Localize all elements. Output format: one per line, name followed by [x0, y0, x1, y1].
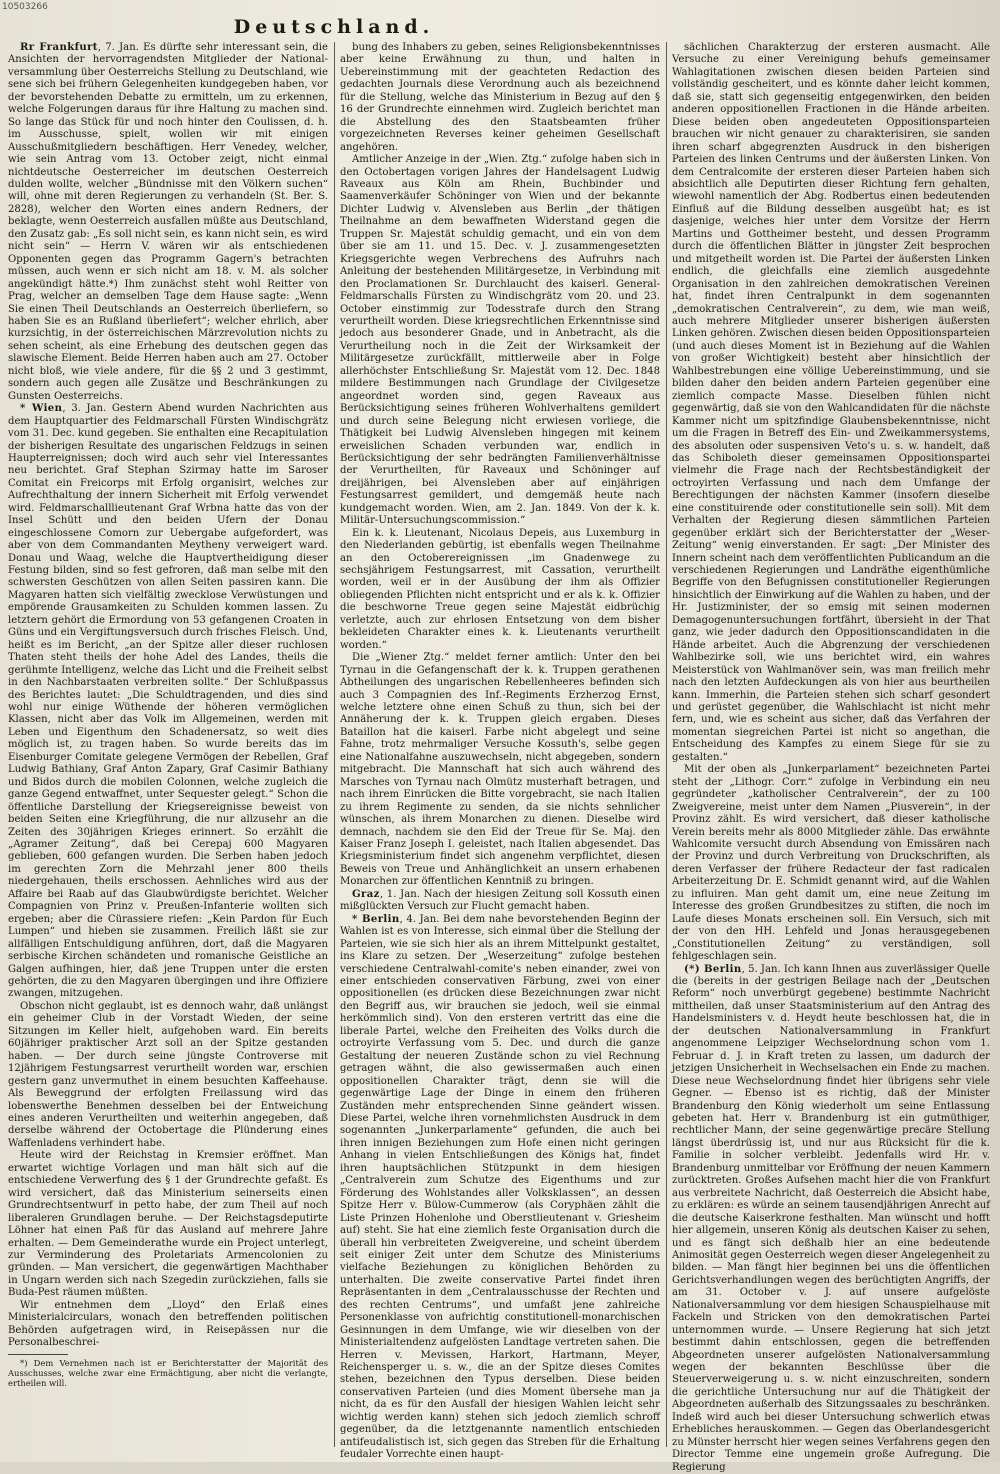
article-paragraph	[672, 764, 990, 963]
paragraph-text: , 1. Jan. Nach der hiesigen Zeitung soll Kossuth einen mißglückten Versuch zur Flucht gemacht haben.	[340, 888, 660, 913]
dateline: Rr Frankfurt	[20, 42, 98, 53]
article-paragraph	[340, 652, 660, 889]
paragraph-text: sächlichen Charakterzug der ersteren ausmacht. Alle Versuche zu einer Vereinigung behufs gemeinsamer Wahlagitationen zwischen diesen beiden Parteien sind vollständig gescheitert, und es könnte daher leicht kommen, daß sie, statt sich gegenseitig entgegenwirken, den beiden anderen oppositionellen Fractionen in die Hände arbeiten. Diese beiden oben angedeuteten Oppositionsparteien brauchen wir nicht genauer zu charakterisiren, sie sanden ihren scharf abgegrenzten Ausdruck in den bisherigen Parteien des linken Centrums und der äußersten Linken. Von dem Centralcomite der ersteren dieser Parteien haben sich absichtlich alle Deputirten dieser Richtung fern gehalten, wiewohl namentlich der Abg. Rodbertus einen bedeutenden Einfluß auf die Bildung desselben ausgeübt hat; es ist dasjenige, welches hier unter dem Vorsitze der Herrn Martins und Gottheimer besteht, und dessen Programm durch die öffentlichen Blätter in jüngster Zeit besprochen und mitgetheilt worden ist. Die Partei der äußersten Linken endlich, die gleichfalls eine ziemlich ausgedehnte Organisation in den zahlreichen demokratischen Vereinen hat, findet ihren Centralpunkt in dem sogenannten „demokratischen Centralverein“, zu dem, wie man weiß, auch mehrere Mitglieder unserer bisherigen äußersten Linken gehören. Zwischen diesen beiden Oppositionsparteien (und auch dieses Moment ist in Beziehung auf die Wahlen von großer Wichtigkeit) besteht aber hinsichtlich der Wahlbestrebungen eine völlige Uebereinstimmung, und sie bilden daher den beiden andern Parteien gegenüber eine ziemlich compacte Masse. Dieselben fühlen nicht gegenwärtig, daß sie von den Wahlcandidaten für die nächste Kammer nicht um spitzfindige Glaubensbekenntnisse, nicht um die Fragen in Betreff des Ein- und Zweikammersystems, des absoluten oder suspensiven Veto's u. s. w. handelt, daß das Schiboleth dieser gemeinsamen Oppositionspartei vielmehr die Frage nach der Rechtsbeständigkeit der octroyirten Verfassung und nach dem Umfange der Berechtigungen der nächsten Kammer (insofern dieselbe eine constituirende oder constitutionelle sein soll). Mit dem Verhalten der Regierung diesen sämmtlichen Parteien gegenüber erklärt sich der Berichterstatter der „Weser-Zeitung“ wenig einverstanden. Er sagt: „Der Minister des Innern scheint nach dem veröffentlichten Publicandum an die verschiedenen Regierungen und Landräthe eigenthümliche Begriffe von den Befugnissen constitutioneller Regierungen hinsichtlich der Einwirkung auf die Wahlen zu haben, und der Hr. Justizminister, der so emsig mit seinen modernen Demagogenuntersuchungen fortfährt, übersieht in der That ganz, wie jeder dadurch den Oppositionscandidaten in die Hände arbeitet. Auch die Abgrenzung der verschiedenen Wahlbezirke soll, wie uns berichtet wird, ein wahres Meisterstück von Wahlmanöver sein, was man freilich mehr nach den letzten Aufdeckungen als von hier aus beurtheilen kann. Immerhin, die Parteien stehen sich scharf gesondert und gerüstet gegenüber, die Wahlschlacht ist nicht mehr fern, und, wie es scheint aus sicher, daß das Verfahren der momentan siegreichen Partei ist nicht so angethan, die Entscheidung des Kampfes zu einem Siege für sie zu gestalten.“	[672, 42, 990, 763]
article-paragraph	[340, 42, 660, 154]
article-paragraph	[8, 1300, 328, 1350]
article-paragraph	[8, 403, 328, 1001]
paragraph-text: , 7. Jan. Es dürfte sehr interessant sein, die Ansichten der hervorragendsten Mitglieder der National-versammlung über Oesterreichs Stellung zu Deutschland, wie sene sich bei frühern Gelegenheiten kundgegeben haben, vor der bevorstehenden Debatte zu ermitteln, um zu erkennen, welche Folgerungen daraus für ihre Haltung zu machen sind. So lange das Stück für und noch hinter den Coulissen, d. h. im Ausschusse, spielt, wollen wir mit einigen Ausschußmitgliedern beschäftigen. Herr Venedey, welcher, wie sein Antrag vom 13. October zeigt, nicht einmal nichtdeutsche Oesterreicher im deutschen Oesterreich dulden wollte, welcher „Bündnisse mit den Völkern suchen“ will, ohne mit deren Regierungen zu verhandeln (St. Ber. S. 2828), welcher den Worten eines andern Redners, der beklagte, wenn Oesterreich ausfallen müßte aus Deutschland, den Zusatz gab: „Es soll nicht sein, es kann nicht sein, es wird nicht sein“ — Herrn V. wären wir als entschiedenen Opponenten gegen das Programm Gagern's betrachten müssen, auch wenn er sich nicht am 18. v. M. als solcher angekündigt hätte.*) Ihm zunächst steht wohl Reitter von Prag, welcher an demselben Tage dem Hause sagte: „Wenn Sie einen Theil Deutschlands an Oesterreich überliefern, so haben Sie es an Rußland überliefert“; welcher ehrlich, aber kurzsichtig, in der österreichischen Märzrevolution nichts zu sehen scheint, als eine Erhebung des deutschen gegen das slawische Element. Beide Herren haben auch am 27. October nicht bloß, wie viele andere, für die §§ 2 und 3 gestimmt, sondern auch gegen alle Zusätze und Beschränkungen zu Gunsten Oesterreichs.	[8, 42, 329, 402]
dateline: * Wien	[20, 403, 63, 415]
section-heading: Deutschland.	[233, 16, 435, 38]
column-rule	[334, 42, 335, 1447]
paragraph-text: Mit der oben als „Junkerparlament“ bezeichneten Partei steht der „Lithogr. Corr.“ zufolge in Verbindung ein neu gegründeter „katholischer Centralverein“, der zu 100 Zweigvereine, meist unter dem Namen „Piusverein“, in der Provinz zählt. Es wird versichert, daß dieser katholische Verein bereits mehr als 8000 Mitglieder zähle. Das erwähnte Wahlcomite versucht durch Absendung von Emissären nach der Provinz und durch Verbreitung von Druckschriften, als deren Verfasser der frühere Redacteur der fast radicalen Arbeiterzeitung Dr. E. Schmidt genannt wird, auf die Wahlen zu influiren. Man geht damit um, eine neue Zeitung im Interesse des großen Grundbesitzes zu stiften, die noch im Laufe dieses Monats erscheinen soll. Ein Versuch, sich mit der von den HH. Lehfeld und Jonas herausgegebenen „Constitutionellen Zeitung“ zu verständigen, soll fehlgeschlagen sein.	[672, 764, 990, 963]
column-1	[8, 42, 328, 1447]
article-paragraph	[672, 42, 990, 764]
article-paragraph	[340, 154, 660, 528]
article-paragraph	[340, 889, 660, 914]
paragraph-text: Amtlicher Anzeige in der „Wien. Ztg.“ zufolge haben sich in den Octobertagen vorigen Jahres der Handelsagent Ludwig Raveaux aus Köln am Rhein, Buchbinder und Saamenverkäufer Schöninger von Wien und der bekannte Dichter Ludwig v. Alvensleben aus Berlin „der thätigen Theilnahme an dem bewaffneten Widerstand gegen die Truppen Sr. Majestät schuldig gemacht, und ein von dem über sie am 11. und 15. Dec. v. J. zusammengesetzten Kriegsgerichte wegen Verbrechens des Aufruhrs nach Anleitung der bestehenden Militärgesetze, in Verbindung mit den Proclamationen Sr. Durchlaucht des kaiserl. General-Feldmarschalls Fürsten zu Windischgrätz vom 20. und 23. October einstimmig zur Todesstrafe durch den Strang verurtheilt worden. Diese kriegsrechtlichen Erkenntnisse sind jedoch aus besonderer Gnade, und in Anbetracht, als die Verurtheilung noch in die Zeit der Wirksamkeit der Militärgesetze zurückfällt, mittlerweile aber in Folge allerhöchster Entschließung Sr. Majestät vom 12. Dec. 1848 mildere Bestimmungen nach Grundlage der Civilgesetze angeordnet worden sind, gegen Raveaux aus Berücksichtigung seines früheren Wohlverhaltens gemildert und durch seine Belegung nicht erwiesen vorliege, die Thätigkeit bei Ludwig Alvensleben hingegen mit keinem erweislichen Schaden verbunden war, endlich in Berücksichtigung der sehr bedrängten Familienverhältnisse der Verurtheilten, für Raveaux und Schöninger auf dreijährigen, bei Alvensleben aber auf einjährigen Festungsarrest gemildert, und demgemäß heute nach kundgemacht worden. Wien, am 2. Jan. 1849. Von der k. k. Militär-Untersuchungscommission.“	[340, 154, 660, 527]
paragraph-text: Obschon nicht geglaubt, ist es dennoch wahr, daß unlängst ein geheimer Club in der Vorstadt Wieden, der seine Sitzungen im Keller hielt, aufgehoben ward. Ein bereits 60jähriger praktischer Arzt soll an der Spitze gestanden haben. — Der durch seine jüngste Controverse mit 12jährigem Festungsarrest verurtheilt worden war, erschien gestern ganz unvermuthet in einem besuchten Kaffeehause. Als Beweggrund der erfolgten Freilassung wird das lobenswerthe Benehmen desselben bei der Entweichung eines anderen Verurtheilten und weiterhin angegeben, daß derselbe während der Octobertage die Plünderung eines Waffenladens verhindert habe.	[8, 1000, 328, 1149]
article-paragraph	[8, 42, 328, 403]
article-paragraph	[672, 964, 990, 1474]
paragraph-text: , 5. Jan. Ich kann Ihnen aus zuverlässiger Quelle die (bereits in der gestrigen Beilage nach der „Deutschen Reform“ noch unverbürgt gegebene) bestimmte Nachricht mittheilen, daß unser Staatsministerium auf den Antrag des Handelsministers v. d. Heydt heute beschlossen hat, die in der deutschen Nationalversammlung in Frankfurt angenommene Leipziger Wechselordnung schon vom 1. Februar d. J. in Kraft treten zu lassen, um dadurch der jetzigen Unsicherheit in Wechselsachen ein Ende zu machen. Diese neue Wechselordnung findet hier übrigens sehr viele Gegner. — Ebenso ist es richtig, daß der Minister Brandenburg den König wiederholt um seine Entlassung gebeten hat. Herr v. Brandenburg ist ein gutmüthiger, rechtlicher Mann, der seine gegenwärtige precäre Stellung längst überdrüssig ist, und nur aus Rücksicht für die k. Familie in solcher verbleibt. Jedenfalls wird Hr. v. Brandenburg unmittelbar vor Eröffnung der neuen Kammern zurücktreten. Großes Aufsehen macht hier die von Frankfurt aus verbreitete Nachricht, daß Oesterreich die Absicht habe, zu erklären: es würde an seinem tausendjährigen Anrecht auf die deutsche Kaiserkrone festhalten. Man wünscht und hofft hier allgemein, unseren König als deutschen Kaiser zu sehen, und es fängt sich deßhalb hier an eine bedeutende Animosität gegen Oesterreich wegen dieser Angelegenheit zu bilden. — Man fängt hier beginnen bei uns die öffentlichen Gerichtsverhandlungen wegen des berüchtigten Angriffs, der am 31. October v. J. auf unsere aufgelöste Nationalversammlung vor dem hiesigen Schauspielhause mit Fackeln und Stricken von den demokratischen Partei unternommen wurde. — Unsere Regierung hat sich jetzt bestimmt dahin entschlossen, gegen die betreffenden Abgeordneten unserer aufgelösten Nationalversammlung wegen der bekannten Beschlüsse über die Steuerverweigerung u. s. w. nicht einzuschreiten, sondern die gerichtliche Untersuchung nur auf die Thätigkeit der Abgeordneten außerhalb des Sitzungssaales zu beschränken. Indeß wird auch bei dieser Untersuchung schwerlich etwas Erhebliches herauskommen. — Gegen das Oberlandesgericht zu Münster herrscht hier wegen seines Verfahrens gegen den Director Temme eine ungemein große Aufregung. Die Regierung	[672, 963, 991, 1473]
paragraph-text: Wir entnehmen dem „Lloyd“ den Erlaß eines Ministerialcirculars, wonach den betreffenden politischen Behörden aufgetragen wird, in Reisepässen nur die Personalbeschrei-	[8, 1299, 328, 1349]
article-columns	[8, 42, 992, 1473]
page-id: 10503266	[2, 2, 48, 12]
footnote-separator	[8, 1354, 68, 1355]
article-paragraph	[8, 1150, 328, 1299]
dateline: Graz	[352, 888, 380, 900]
dateline: (*) Berlin	[684, 963, 742, 975]
column-2	[340, 42, 660, 1461]
dateline: * Berlin	[352, 913, 400, 925]
paragraph-text: Heute wird der Reichstag in Kremsier eröffnet. Man erwartet wichtige Vorlagen und man hält sich auf die entschiedene Verwerfung des § 1 der Grundrechte gefaßt. Es wird versichert, daß das Ministerium seinerseits einen Grundrechtsentwurf in petto habe, der zum Theil auf noch liberaleren Grundlagen beruhe. — Der Reichstagsdeputirte Löhner hat einen Paß für das Ausland auf mehrere Jahre erhalten. — Dem Gemeinderathe wurde ein Project unterlegt, zur Verminderung des Proletariats Armencolonien zu gründen. — Man versichert, die gegenwärtigen Machthaber in Ungarn werden sich nach Szegedin zurückziehen, falls sie Buda-Pest räumen müßten.	[8, 1150, 328, 1299]
article-paragraph	[340, 528, 660, 653]
footnote: *) Dem Vernehmen nach ist er Berichterstatter der Majorität des Ausschusses, welche zwar eine Ermächtigung, aber nicht die verlangte, ertheilen will.	[8, 1357, 328, 1388]
article-paragraph	[340, 914, 660, 1462]
paragraph-text: Die „Wiener Ztg.“ meldet ferner amtlich: Unter den bei Tyrnau in die Gefangenschaft der k. k. Truppen gerathenen Abtheilungen des ungarischen Rebellenheeres befinden sich auch 3 Compagnien des Inf.-Regiments Erzherzog Ernst, welche letztere ohne einen Schuß zu thun, sich bei der Annäherung der k. k. Truppen gleich ergaben. Dieses Bataillon hat die kaiserl. Farbe nicht abgelegt und seine Fahne, trotz mehrmaliger Versuche Kossuth's, selbe gegen eine Nationalfahne auszuwechseln, nicht abgegeben, sondern mitgebracht. Die Mannschaft hat sich auch während des Marsches von Tyrnau nach Olmütz musterhaft betragen, und nach ihrem Einrücken die Bitte vorgebracht, sie nach Italien zu ihrem Regimente zu senden, da sie nichts sehnlicher wünschen, als ihrem Monarchen zu dienen. Dieselbe wird demnach, nachdem sie den Eid der Treue für Se. Maj. den Kaiser Franz Joseph I. geleistet, nach Italien abgesendet. Das Kriegsministerium findet sich angenehm verpflichtet, diesen Beweis von Treue und Anhänglichkeit an unsern erhabenen Monarchen zur öffentlichen Kenntniß zu bringen.	[340, 652, 660, 888]
column-3	[672, 42, 991, 1473]
column-rule	[666, 42, 667, 1447]
paragraph-text: Ein k. k. Lieutenant, Nicolaus Depeis, aus Luxemburg in den Niederlanden gebürtig, ist ebenfalls wegen Theilnahme an den Octoberereignissen „im Gnadenwege zu sechsjährigem Festungsarrest, mit Cassation, verurtheilt worden, weil er in der Ausübung der ihm als Offizier obliegenden Pflichten nicht entspricht und er als k. k. Offizier die beschworne Treue gegen seine Majestät eidbrüchig verletzte, auch zur ehrlosen Entsetzung von dem bisher bekleideten Charakter eines k. k. Lieutenants verurtheilt worden.“	[340, 527, 660, 651]
paragraph-text: bung des Inhabers zu geben, seines Religionsbekenntnisses aber keine Erwähnung zu thun, und halten in Uebereinstimmung mit der geachteten Redaction des gedachten Journals diese Verordnung auch als bezeichnend für die Stellung, welche das Ministerium in Bezug auf den § 16 der Grundrechte einnehmen wird. Zugleich berichtet man die Abstellung des den Staatsbeamten früher vorgezeichneten Reverses keiner geheimen Gesellschaft angehören.	[340, 42, 660, 153]
paragraph-text: , 3. Jan. Gestern Abend wurden Nachrichten aus dem Hauptquartier des Feldmarschall Fürsten Windischgrätz vom 31. Dec. kund gegeben. Sie enthalten eine Recapitulation der bisherigen Resultate des ungarischen Feldzugs in seinen Haupterreignissen; doch wird auch sehr viel Interessantes neu berichtet. Graf Stephan Szirmay hatte im Saroser Comitat ein Freicorps mit Erfolg organisirt, welches zur Aufrechthaltung der innern Sicherheit mit Erfolg verwendet wird. Feldmarschalllieutenant Graf Wrbna hatte das von der Insel Schütt und den beiden Ufern der Donau eingeschlossene Comorn zur Uebergabe aufgefordert, was aber von dem Commandanten Meytheny verweigert ward. Donau und Waag, welche die Hauptvertheidigung dieser Festung bilden, sind so fest gefroren, daß man selbe mit den schwersten Geschützen von allen Seiten passiren kann. Die Magyaren hatten sich vielfältig zwecklose Verwüstungen und empörende Grausamkeiten zu Schulden kommen lassen. Zu letztern gehört die Ermordung von 53 gefangenen Croaten in Güns und ein Vergiftungsversuch durch frisches Fleisch. Und, heißt es im Bericht, „an der Spitze aller dieser ruchlosen Thaten steht theils der hohe Adel des Landes, theils die gerühmte Intelligenz, welche das Licht und die Freiheit selbst in den Nachbarstaaten verbreiten sollte.“ Der Schlußpassus des Berichtes lautet: „Die Schuldtragenden, und dies sind wohl nur einige Wüthende der höheren vermöglichen Klassen, nicht aber das Volk im Allgemeinen, werden mit Leben und Eigenthum den Schadenersatz, so weit dies möglich ist, zu tragen haben. So wurde bereits das im Eisenburger Comitate gelegene Vermögen der Rebellen, Graf Ludwig Bathiany, Graf Anton Zapary, Graf Casimir Bathiany und Bidos durch die mobilen Colonnen, welche zugleich die ganze Gegend entwaffnet, unter Sequester gelegt.“ Schon die öffentliche Darstellung der Kriegsereignisse beweist von beiden Seiten eine Kriegführung, die nur allzusehr an die Zeiten des 30jährigen Krieges erinnert. So erzählt die „Agramer Zeitung“, daß bei Cerepaj 600 Magyaren geblieben, 600 gefangen wurden. Die Serben haben jedoch im gerechten Zorn die Mehrzahl jener 800 theils niedergehauen, theils erschossen. Aehnliches wird aus der Affaire bei Raab auf das Glaubwürdigste berichtet. Welcher Compagnien von Prinz v. Preußen-Infanterie wollten sich ergeben; aber die Cürassiere riefen: „Kein Pardon für Euch Lumpen“ und hieben sie zusammen. Freilich läßt sie zur allfälligen Entschuldigung anführen, dort, daß die Magyaren serbische Kirchen schändeten und romanische Geistliche an Galgen aufhingen, hier, daß jene Truppen unter die ersten gehörten, die zu den Magyaren übergingen und ihre Offiziere zwangen, mitzugehen.	[8, 403, 328, 1000]
paragraph-text: , 4. Jan. Bei dem nahe bevorstehenden Beginn der Wahlen ist es von Interesse, sich einmal über die Stellung der Parteien, wie sie sich hier als an ihrem Mittelpunkt gestaltet, ins Klare zu setzen. Der „Weserzeitung“ zufolge bestehen verschiedene Centralwahl-comite's neben einander, zwei von einer entschieden conservativen Färbung, zwei von einer oppositionellen (es drücken diese Bezeichnungen zwar nicht den Begriff aus, wir brauchen sie jedoch, weil sie einmal herkömmlich sind). Von den ersteren vertritt das eine die liberale Partei, welche den Freiheiten des Volks durch die octroyirte Verfassung vom 5. Dec. und durch die ganze Gestaltung der neueren Zustände schon zu viel Rechnung getragen wähnt, die also gewissermaßen auch einen oppositionellen Charakter trägt, denn sie will die gegenwärtige Lage der Dinge in einem den früheren Zuständen mehr entsprechenden Sinne geändert wissen. Diese Partei, welche ihren vornehmlichsten Ausdruck in dem sogenannten „Junkerparlamente“ gefunden, die auch bei ihren innigen Beziehungen zum Hofe einen nicht geringen Anhang in vielen Entschließungen des Königs hat, findet ihren hauptsächlichen Stützpunkt in dem hiesigen „Centralverein zum Schutze des Eigenthums und zur Förderung des Wohlstandes aller Volksklassen“, an dessen Spitze Herr v. Bülow-Cummerow (als Coryphäen zählt die Liste Prinzen Hohenlohe und Oberstlieutenant v. Griesheim auf) steht. Sie hat eine ziemlich feste Organisation durch die überall hin verbreiteten Zweigvereine, und scheint überdem seit einiger Zeit unter dem Schutze des Ministeriums vielfache Beziehungen zu königlichen Behörden zu unterhalten. Die zweite conservative Partei findet ihren Repräsentanten in dem „Centralausschusse der Rechten und des rechten Centrums“, und umfaßt jene zahlreiche Personenklasse von aufrichtig constitutionell-monarchischen Gesinnungen in dem Umfange, wie wir dieselben von der Ministerialtendenz aufgelösten Landtage vertreten sahen. Die Herren v. Mevissen, Harkort, Hartmann, Meyer, Reichensperger u. s. w., die an der Spitze dieses Comites stehen, bezeichnen den Typus derselben. Diese beiden conservativen Parteien (und dies Moment übersehe man ja nicht, da es für den Ausfall der hiesigen Wahlen leicht sehr wichtig werden kann) stehen sich jedoch ziemlich schroff gegenüber, da die letztgenannte namentlich entschieden antifeudalistisch ist, sich gegen das Streben für die Erhaltung feudaler Vorrechte einen haupt-	[340, 913, 660, 1461]
article-paragraph	[8, 1001, 328, 1150]
